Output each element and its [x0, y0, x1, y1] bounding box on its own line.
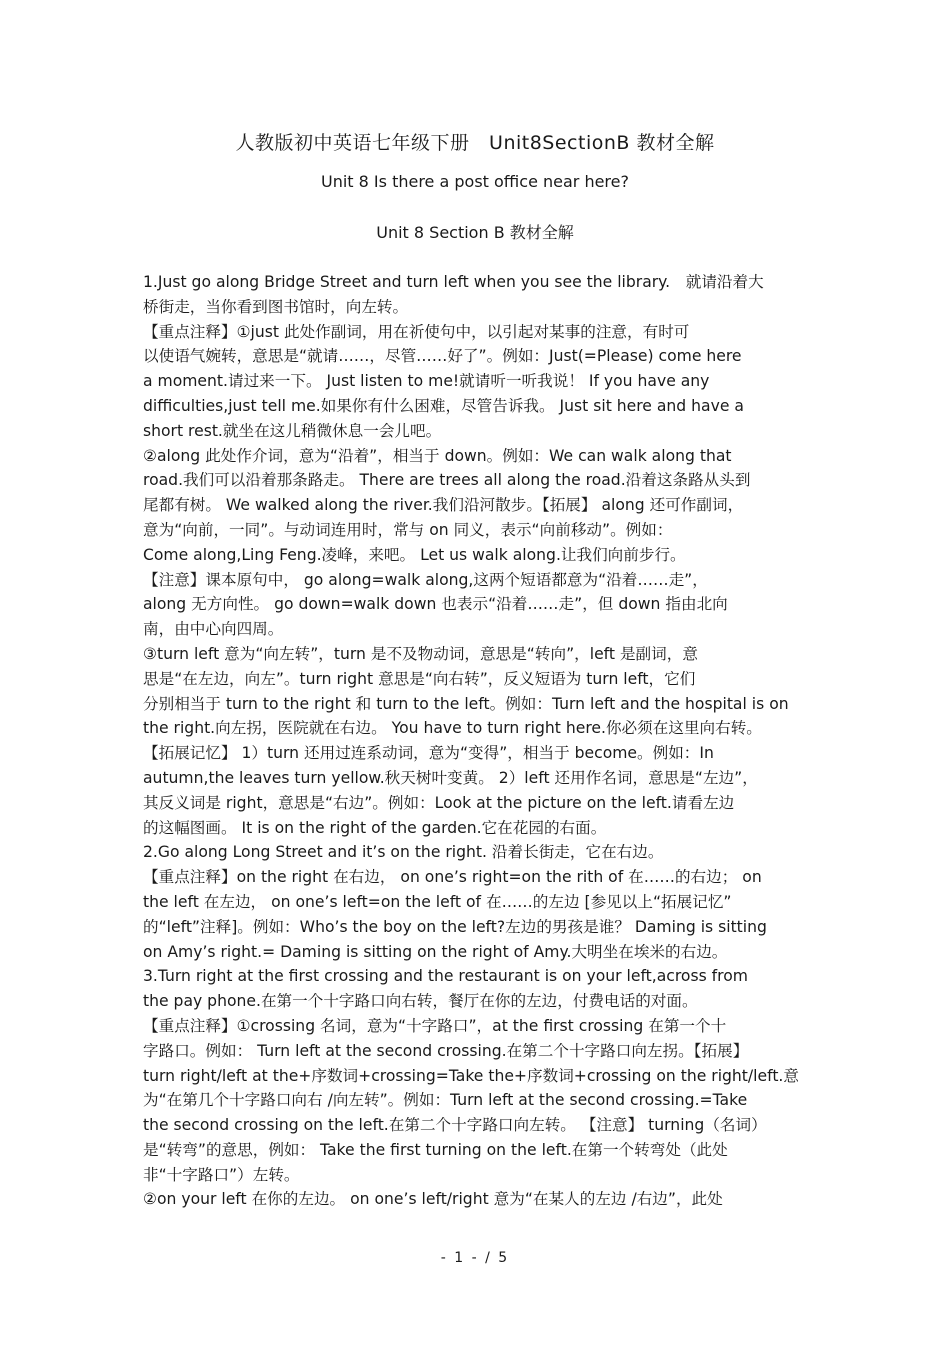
body-line: 3.Turn right at the first crossing and the restaurant is on your left,across from	[143, 967, 748, 986]
body-line: 桥街走，当你看到图书馆时，向左转。	[143, 297, 409, 316]
body-line: 的这幅图画。 It is on the right of the garden.它在花园的右面。	[143, 818, 607, 837]
body-line: the pay phone.在第一个十字路口向右转，餐厅在你的左边，付费电话的对面。	[143, 992, 698, 1011]
body-line: 的“left”注释]。例如：Who’s the boy on the left?左边的男孩是谁？ Daming is sitting	[143, 917, 767, 936]
body-line: 南，由中心向四周。	[143, 620, 284, 639]
body-line: autumn,the leaves turn yellow.秋天树叶变黄。 2）left 还用作名词，意思是“左边”，	[143, 768, 758, 787]
body-line: the left 在左边， on one’s left=on the left of 在……的左边 [参见以上“拓展记忆”	[143, 892, 732, 911]
body-line: 【重点注释】on the right 在右边， on one’s right=on the rith of 在……的右边； on	[143, 868, 762, 887]
body-line: 【拓展记忆】 1）turn 还用过连系动词，意为“变得”，相当于 become。例如：In	[143, 744, 714, 763]
unit-subtitle: Unit 8 Is there a post office near here?	[321, 172, 629, 191]
body-line: road.我们可以沿着那条路走。 There are trees all along the road.沿着这条路从头到	[143, 471, 751, 490]
body-line: along 无方向性。 go down=walk down 也表示“沿着……走”，但 down 指由北向	[143, 595, 728, 614]
body-line: 1.Just go along Bridge Street and turn left when you see the library. 就请沿着大	[143, 273, 764, 291]
body-line: a moment.请过来一下。 Just listen to me!就请听一听我说！ If you have any	[143, 372, 710, 391]
body-line: 尾都有树。 We walked along the river.我们沿河散步。【拓展】 along 还可作副词，	[143, 496, 744, 515]
body-line: the right.向左拐，医院就在右边。 You have to turn right here.你必须在这里向右转。	[143, 719, 762, 738]
document-title: 人教版初中英语七年级下册 Unit8SectionB 教材全解	[235, 132, 715, 154]
body-line: 意为“向前，一同”。与动词连用时，常与 on 同义，表示“向前移动”。例如：	[143, 520, 673, 539]
body-line: ②along 此处作介词，意为“沿着”，相当于 down。例如：We can walk along that	[143, 446, 732, 465]
body-line: ②on your left 在你的左边。 on one’s left/right 意为“在某人的左边 /右边”，此处	[143, 1190, 723, 1209]
body-line: the second crossing on the left.在第二个十字路口向左转。 【注意】 turning（名词）	[143, 1116, 767, 1135]
document-body	[143, 270, 823, 1212]
page-number: - 1 - / 5	[440, 1250, 510, 1266]
body-line: short rest.就坐在这儿稍微休息一会儿吧。	[143, 421, 442, 440]
body-line: 思是“在左边，向左”。turn right 意思是“向右转”，反义短语为 turn left，它们	[143, 669, 696, 688]
body-line: 其反义词是 right，意思是“右边”。例如：Look at the picture on the left.请看左边	[143, 793, 735, 812]
body-line: turn right/left at the+序数词+crossing=Take the+序数词+crossing on the right/left.意	[143, 1066, 799, 1085]
section-subtitle: Unit 8 Section B 教材全解	[376, 223, 574, 242]
body-line: difficulties,just tell me.如果你有什么困难，尽管告诉我。 Just sit here and have a	[143, 396, 744, 415]
body-line: 非“十字路口”）左转。	[143, 1165, 300, 1184]
body-line: 【重点注释】①just 此处作副词，用在祈使句中，以引起对某事的注意，有时可	[143, 322, 690, 341]
body-line: ③turn left 意为“向左转”，turn 是不及物动词，意思是“转向”，left 是副词，意	[143, 644, 698, 663]
body-line: 【重点注释】①crossing 名词，意为“十字路口”，at the first crossing 在第一个十	[143, 1016, 727, 1035]
body-line: 以使语气婉转，意思是“就请……，尽管……好了”。例如：Just(=Please) come here	[143, 347, 742, 366]
body-line: 字路口。例如： Turn left at the second crossing.在第二个十字路口向左拐。【拓展】	[143, 1041, 749, 1060]
body-line: 为“在第几个十字路口向右 /向左转”。例如：Turn left at the second crossing.=Take	[143, 1091, 748, 1110]
body-line: 2.Go along Long Street and it’s on the right. 沿着长街走，它在右边。	[143, 843, 664, 862]
body-line: 分别相当于 turn to the right 和 turn to the left。例如：Turn left and the hospital is on	[143, 694, 789, 713]
body-line: 是“转弯”的意思，例如： Take the first turning on the left.在第一个转弯处（此处	[143, 1140, 728, 1159]
body-line: Come along,Ling Feng.凌峰，来吧。 Let us walk along.让我们向前步行。	[143, 545, 686, 564]
body-line: 【注意】课本原句中， go along=walk along,这两个短语都意为“沿着……走”，	[143, 570, 708, 589]
body-line: on Amy’s right.= Daming is sitting on the right of Amy.大明坐在埃米的右边。	[143, 942, 728, 961]
